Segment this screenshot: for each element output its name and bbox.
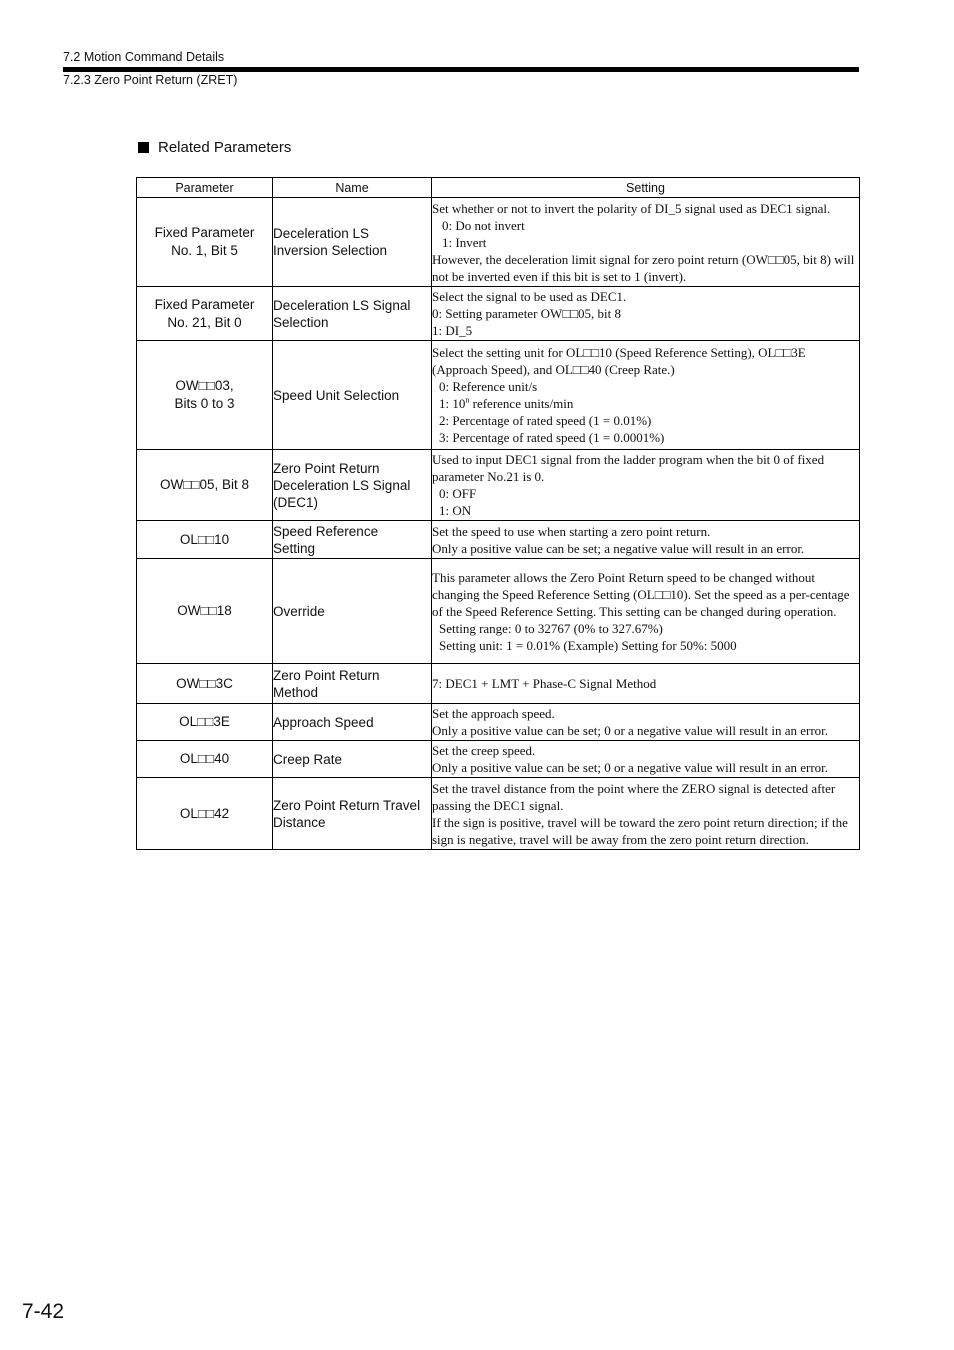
name-text: Zero Point Return [273,460,380,476]
name-cell [273,450,432,521]
setting-text: reference units/min [469,396,574,411]
name-text: Inversion Selection [273,243,388,258]
section-heading [138,139,291,156]
setting-line [432,395,859,412]
setting-cell [432,664,860,704]
running-header-section: 7.2 Motion Command Details [63,50,225,64]
parameter-cell [137,704,273,741]
setting-line: Used to input DEC1 signal from the ladder program when the bit 0 of fixed parameter No.21 is 0. [432,452,825,484]
setting-line: 1: ON [439,503,472,518]
setting-line: Setting range: 0 to 32767 (0% to 327.67%) [439,620,663,636]
setting-line: Set the approach speed. [432,706,555,721]
name-text: Selection [273,314,329,330]
setting-line: 0: Do not invert [442,217,525,233]
parameter-text: No. 1, Bit 5 [171,243,238,258]
name-cell [273,198,432,287]
superscript-text: n [465,395,470,405]
name-cell [273,741,432,778]
setting-line: 0: OFF [439,486,477,501]
parameter-text: OL□□10 [179,531,230,547]
table-header-row [137,178,860,198]
parameter-text: OL□□40 [179,751,230,766]
parameter-text: OL□□3E [179,714,230,729]
related-parameters-table [136,177,860,850]
table-row [137,741,860,778]
setting-cell [432,521,860,559]
table-row [137,521,860,559]
black-square-icon [138,142,149,153]
name-cell [273,341,432,450]
setting-line: 7: DEC1 + LMT + Phase-C Signal Method [432,676,657,691]
setting-line: Only a positive value can be set; 0 or a negative value will result in an error. [432,760,829,775]
parameter-text: No. 21, Bit 0 [167,314,242,330]
setting-cell [432,559,860,664]
setting-cell [432,741,860,778]
setting-line: 0: Setting parameter OW□□05, bit 8 [432,306,621,321]
table-row [137,198,860,287]
table-row [137,664,860,704]
setting-line: Only a positive value can be set; a negative value will result in an error. [432,540,805,556]
setting-cell [432,287,860,341]
parameter-cell [137,521,273,559]
parameter-cell [137,287,273,341]
setting-line: 0: Reference unit/s [439,379,538,394]
name-text: Method [273,684,319,700]
column-header-setting: Setting [432,178,860,198]
parameter-text: OW□□05, Bit 8 [159,477,250,492]
column-header-parameter: Parameter [137,178,273,198]
table-row [137,704,860,741]
setting-line: Set whether or not to invert the polarity of DI_5 signal used as DEC1 signal. [432,200,831,216]
setting-line: This parameter allows the Zero Point Return speed to be changed without changing the Speed Reference Setting (OL□□10). Set the speed as a per-centage of the Speed Reference Setting. This setting can be changed during operation. [432,569,850,619]
name-cell [273,778,432,850]
name-text: Distance [273,814,326,830]
parameter-cell [137,341,273,450]
parameter-text: OW□□18 [177,603,232,618]
setting-line: However, the deceleration limit signal for zero point return (OW□□05, bit 8) will not be inverted even if this bit is set to 1 (invert). [432,251,855,284]
setting-cell [432,778,860,850]
parameter-text: Bits 0 to 3 [174,396,235,411]
table-body [137,198,860,850]
table-row [137,450,860,521]
setting-line: Only a positive value can be set; 0 or a negative value will result in an error. [432,723,829,738]
section-heading-text: Related Parameters [158,139,292,156]
setting-line: Set the travel distance from the point where the ZERO signal is detected after passing the DEC1 signal. [432,780,836,813]
name-text: Speed Unit Selection [273,387,400,403]
name-text: Zero Point Return Travel [273,797,421,813]
setting-line: 1: DI_5 [432,323,473,338]
parameter-cell [137,741,273,778]
name-text: Deceleration LS Signal [273,297,411,313]
parameter-cell [137,198,273,287]
table-row [137,559,860,664]
name-text: Deceleration LS [273,226,370,241]
column-header-name: Name [273,178,432,198]
setting-line: Set the creep speed. [432,743,536,758]
name-cell [273,287,432,341]
setting-line: 2: Percentage of rated speed (1 = 0.01%) [439,413,652,428]
page-number: 7-42 [22,1300,65,1323]
name-cell [273,664,432,704]
name-cell [273,521,432,559]
setting-line: Set the speed to use when starting a zero point return. [432,523,711,539]
name-text: Approach Speed [273,714,374,730]
setting-line: Setting unit: 1 = 0.01% (Example) Setting for 50%: 5000 [439,637,737,653]
setting-cell [432,341,860,450]
table-row [137,341,860,450]
parameter-cell [137,664,273,704]
name-text: Setting [273,540,316,556]
setting-line: 3: Percentage of rated speed (1 = 0.0001%) [439,430,665,445]
parameter-cell [137,778,273,850]
parameter-text: OW□□03, [175,378,234,393]
parameter-text: OW□□3C [176,675,233,691]
parameter-cell [137,559,273,664]
parameter-text: Fixed Parameter [154,225,255,240]
setting-line: If the sign is positive, travel will be toward the zero point return direction; if the sign is negative, travel will be away from the zero point return direction. [432,814,848,847]
setting-text: 1: 10 [439,396,466,411]
parameter-cell [137,450,273,521]
name-text: (DEC1) [273,494,319,510]
parameter-text: Fixed Parameter [154,296,255,312]
setting-cell [432,450,860,521]
name-cell [273,704,432,741]
setting-line: Select the setting unit for OL□□10 (Speed Reference Setting), OL□□3E (Approach Speed), and OL□□40 (Creep Rate.) [432,345,806,377]
name-text: Speed Reference [273,523,379,539]
table-row [137,287,860,341]
running-header-subsection: 7.2.3 Zero Point Return (ZRET) [63,73,238,87]
setting-line: Select the signal to be used as DEC1. [432,289,627,304]
header-rule [63,67,859,72]
name-text: Creep Rate [273,751,343,767]
name-cell [273,559,432,664]
name-text: Zero Point Return [273,667,380,683]
name-text: Override [273,603,325,619]
parameter-text: OL□□42 [179,805,230,821]
setting-line: 1: Invert [442,234,487,250]
table-row [137,778,860,850]
setting-cell [432,704,860,741]
name-text: Deceleration LS Signal [273,477,411,493]
setting-cell [432,198,860,287]
